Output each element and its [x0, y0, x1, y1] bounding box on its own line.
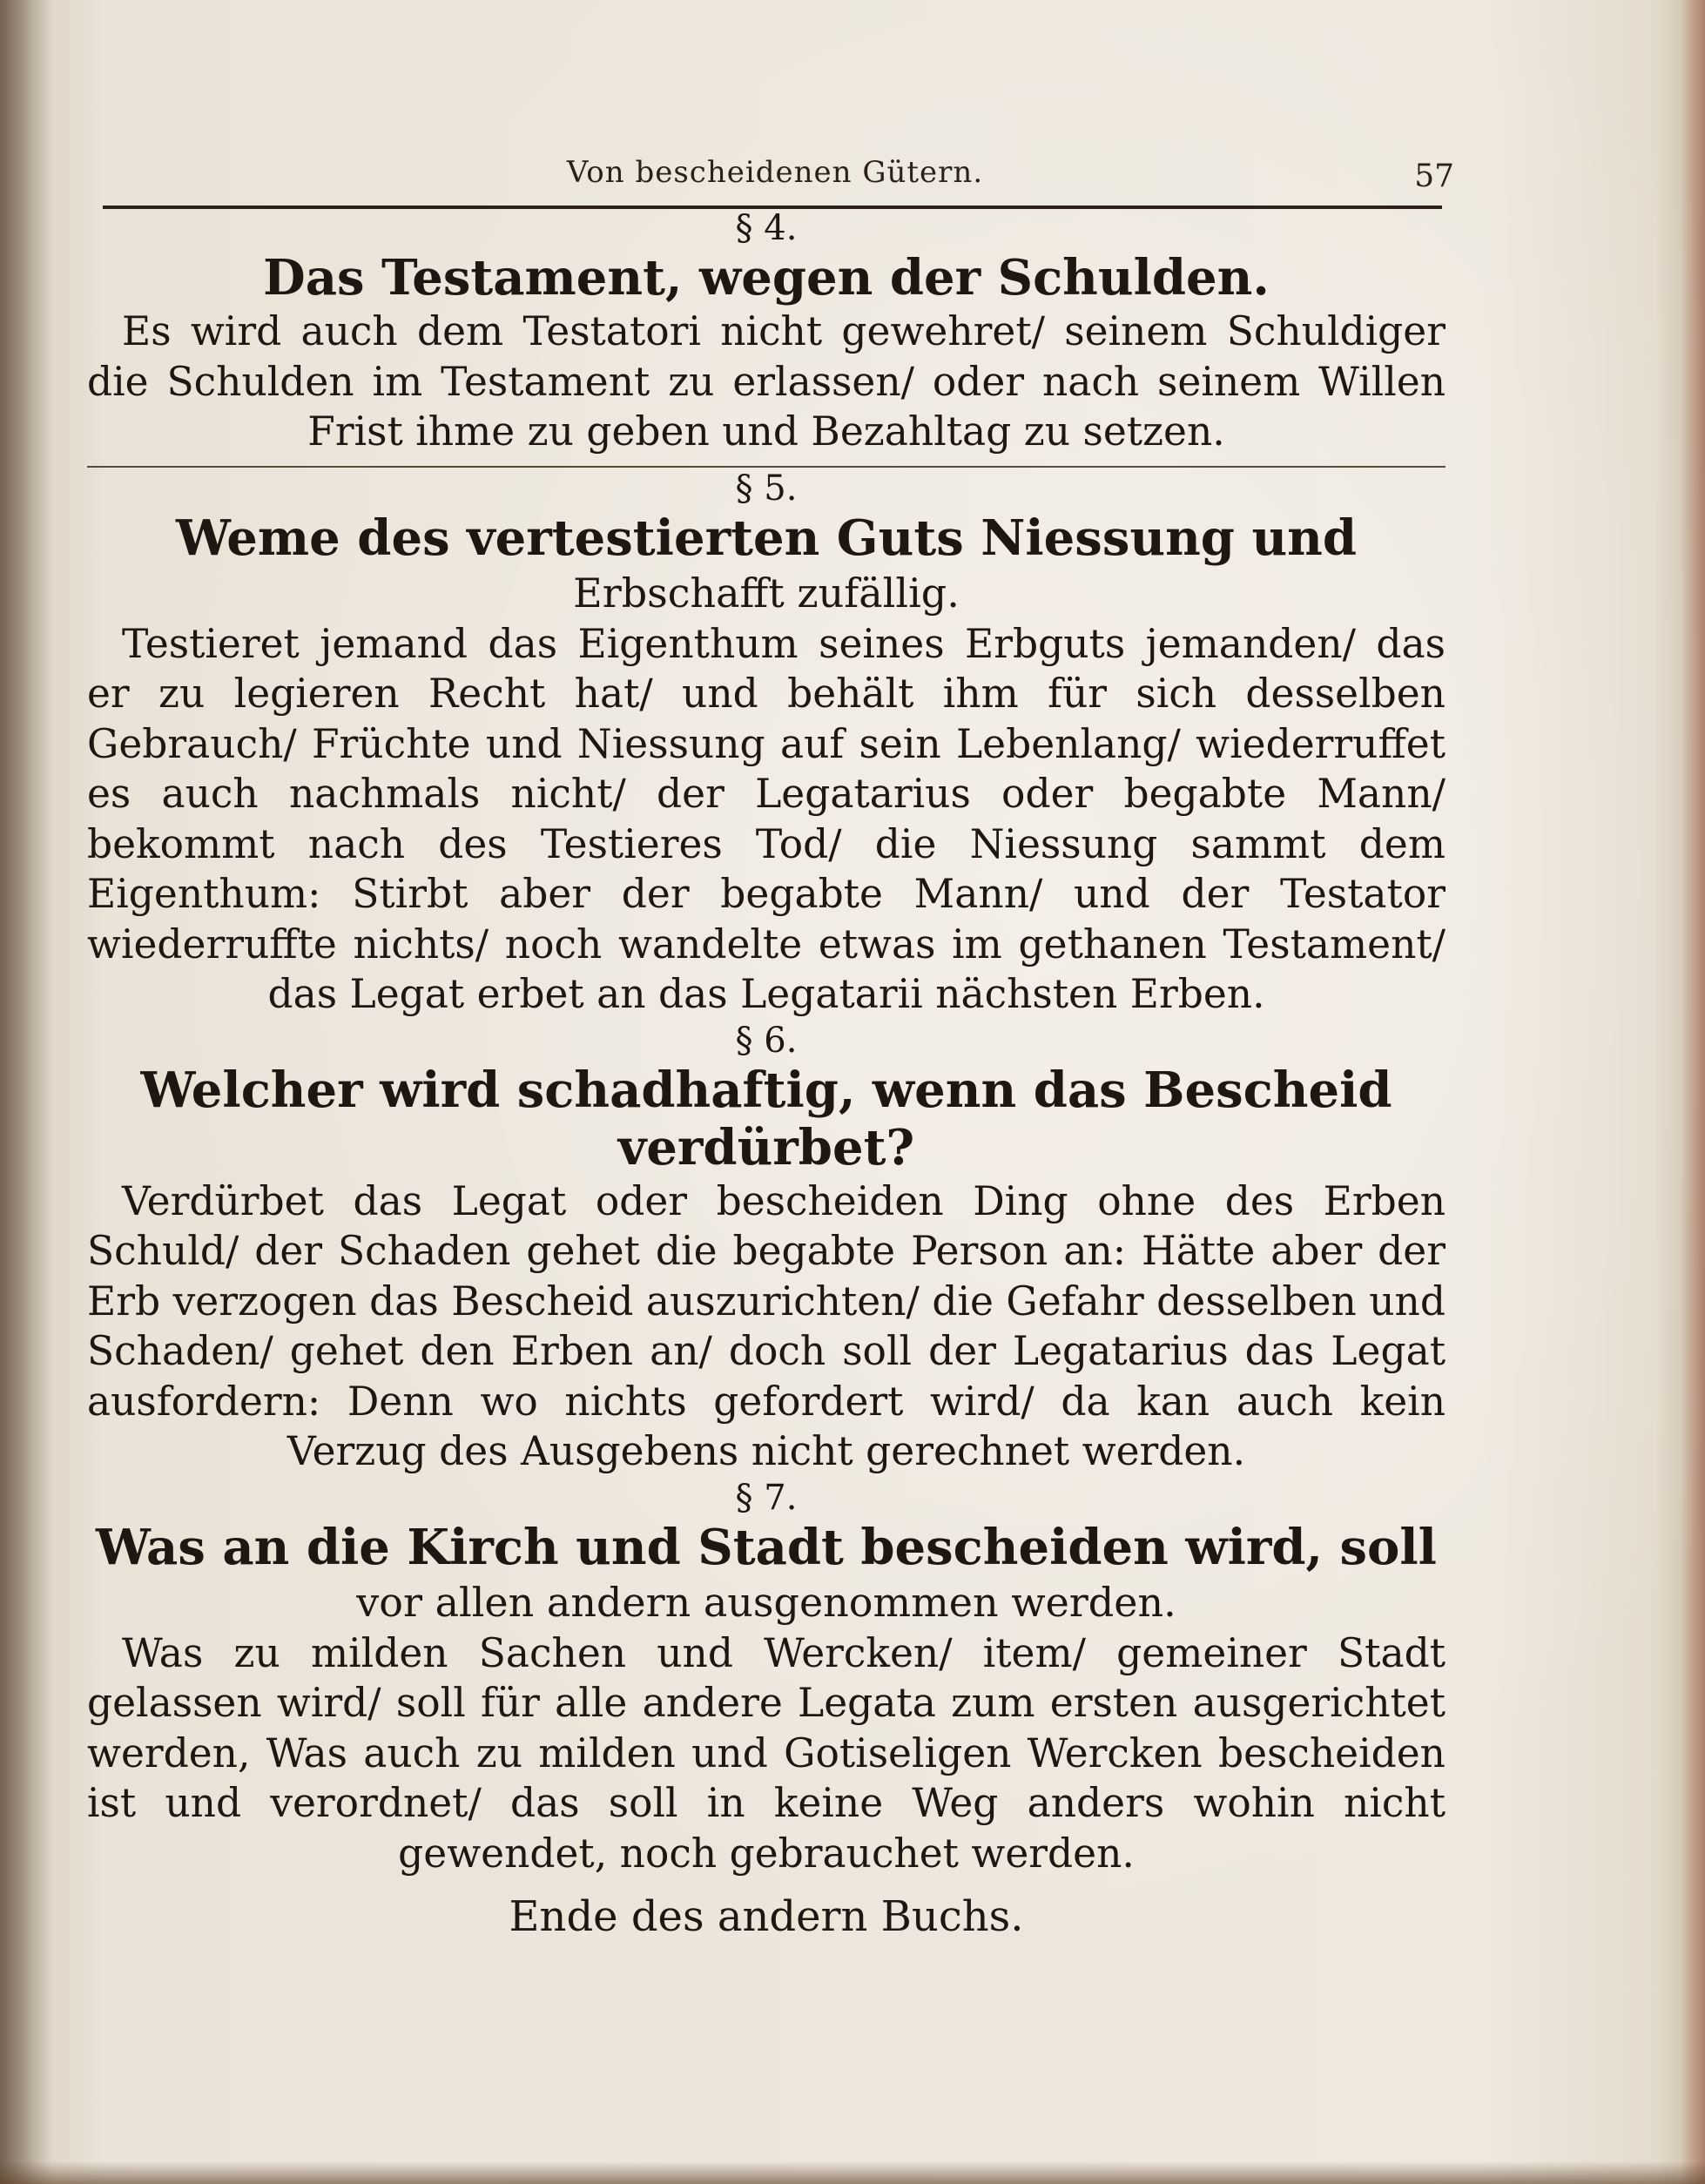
section-6 — [87, 1020, 1446, 1477]
section-5 — [87, 468, 1446, 1020]
end-note: Ende des andern Buchs. — [509, 1892, 1024, 1941]
section-heading: Weme des vertestierten Guts Niessung und — [175, 509, 1358, 567]
section-text: Verdürbet das Legat oder bescheiden Ding ohne des Erben Schuld/ der Schaden gehet die begabte Person an: Hätte aber der Erb verzogen das Bescheid auszurichten/ die Gefahr desselben und Schaden/ gehet den Erben an/ doch soll der Legatarius das Legat ausfordern: Denn wo nichts gefordert wird/ da kan auch kein Verzug des Ausgebens nicht gerechnet werden. — [87, 1177, 1446, 1474]
section-number: § 7. — [735, 1477, 798, 1518]
page-number: 57 — [1414, 158, 1454, 194]
text-block — [87, 207, 1446, 1945]
page-bottom-edge — [0, 2161, 1705, 2184]
running-head — [104, 155, 1454, 204]
section-text: Testieret jemand das Eigenthum seines Erbguts jemanden/ das er zu legieren Recht hat/ und behält ihm für sich desselben Gebrauch/ Früchte und Niessung auf sein Lebenlang/ wiederruffet es auch nachmals nicht/ der Legatarius oder begabte Mann/ bekommt nach des Testieres Tod/ die Niessung sammt dem Eigenthum: Stirbt aber der begabte Mann/ und der Testator wiederruffte nichts/ noch wandelte etwas im gethanen Testament/ das Legat erbet an das Legatarii nächsten Erben. — [87, 620, 1446, 1017]
gutter-shadow — [0, 0, 52, 2184]
section-heading: Was an die Kirch und Stadt bescheiden wird, soll — [96, 1518, 1437, 1576]
running-title: Von bescheidenen Gütern. — [566, 155, 984, 190]
section-heading: Welcher wird schadhaftig, wenn das Bescheid verdürbet? — [140, 1061, 1392, 1176]
section-text: Was zu milden Sachen und Wercken/ item/ gemeiner Stadt gelassen wird/ soll für alle andere Legata zum ersten ausgerichtet werden, Was auch zu milden und Gotiseligen Wercken bescheiden ist und verordnet/ das soll in keine Weg anders wohin nicht gewendet, noch gebrauchet werden. — [87, 1629, 1446, 1877]
section-number: § 5. — [735, 468, 798, 509]
section-heading: Das Testament, wegen der Schulden. — [263, 249, 1270, 307]
section-number: § 6. — [735, 1020, 798, 1061]
section-subheading: vor allen andern ausgenommen werden. — [356, 1578, 1176, 1626]
section-4 — [87, 207, 1446, 468]
section-text: Es wird auch dem Testatori nicht gewehret/ seinem Schuldiger die Schulden im Testament zu erlassen/ oder nach seinem Willen Frist ihme zu geben und Bezahltag zu setzen. — [87, 308, 1446, 455]
page-edge — [1681, 0, 1705, 2184]
section-7 — [87, 1477, 1446, 1879]
section-number: § 4. — [735, 208, 798, 248]
section-subheading: Erbschafft zufällig. — [573, 569, 960, 617]
